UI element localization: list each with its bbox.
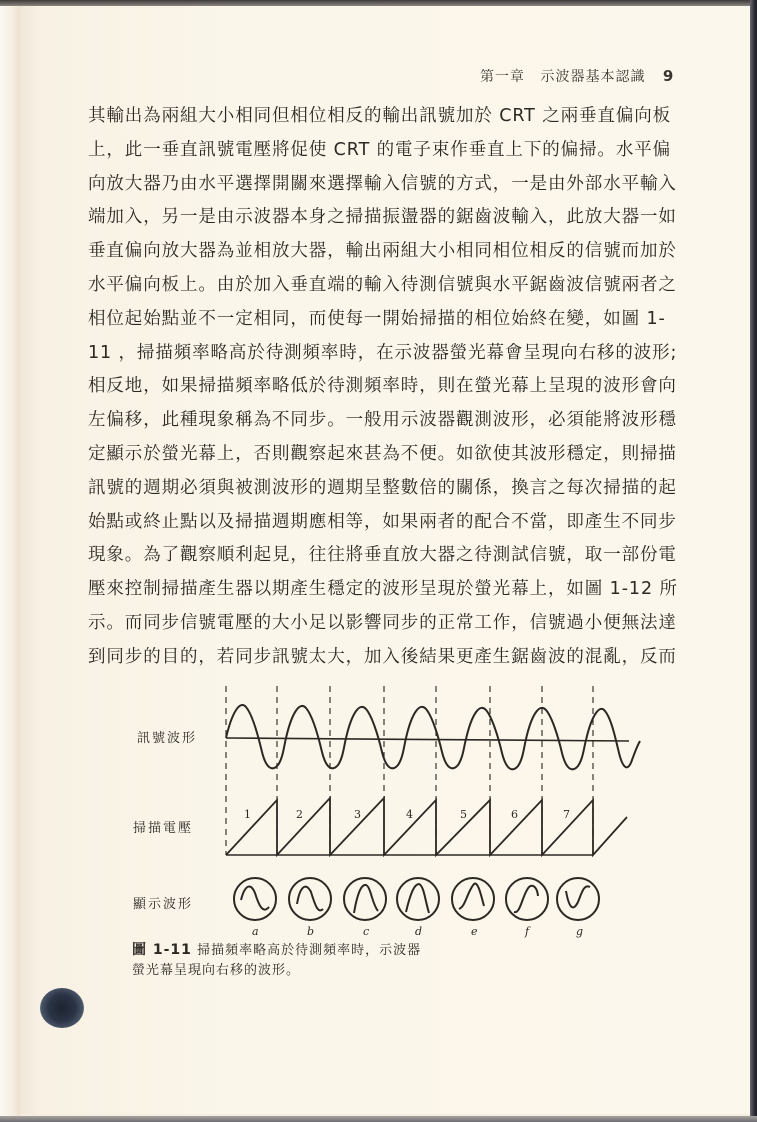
display-letter: c — [363, 925, 370, 938]
figure-caption — [132, 940, 421, 981]
text-line: 示。而同步信號電壓的大小足以影響同步的正常工作，信號過小便無法達 — [88, 612, 677, 633]
text-line: 相反地，如果掃描頻率略低於待測頻率時，則在螢光幕上呈現的波形會向 — [88, 376, 677, 397]
text-line: 現象。為了觀察順利起見，往往將垂直放大器之待測試信號，取一部份電 — [88, 545, 677, 566]
display-scopes — [234, 878, 599, 920]
display-letter: b — [307, 925, 315, 938]
text-line: 壓來控制掃描產生器以期產生穩定的波形呈現於螢光幕上，如圖 1-12 所 — [88, 579, 678, 600]
text-line: 水平偏向板上。由於加入垂直端的輸入待測信號與水平鋸齒波信號兩者之 — [88, 274, 677, 295]
sweep-number: 6 — [511, 808, 518, 821]
text-line: 到同步的目的，若同步訊號太大，加入後結果更產生鋸齒波的混亂，反而 — [88, 646, 677, 667]
text-line: 端加入，另一是由示波器本身之掃描振盪器的鋸齒波輸入，此放大器一如 — [88, 207, 677, 228]
display-letter: e — [471, 925, 478, 938]
dashed-sync-lines — [226, 686, 593, 855]
text-line: 相位起始點並不一定相同，而使每一開始掃描的相位始終在變，如圖 1- — [88, 308, 666, 329]
text-line: 訊號的週期必須與被測波形的週期呈整數倍的關係，換言之每次掃描的起 — [88, 477, 677, 498]
display-waveform-label: 顯示波形 — [133, 897, 194, 912]
sweep-number: 7 — [563, 808, 570, 821]
signal-sine-wave — [226, 705, 640, 769]
text-line: 11 ，掃描頻率略高於待測頻率時，在示波器螢光幕會呈現向右移的波形; — [88, 342, 678, 363]
sweep-number: 1 — [244, 808, 251, 821]
display-letters — [252, 925, 583, 938]
text-line: 其輸出為兩組大小相同但相位相反的輸出訊號加於 CRT 之兩垂直偏向板 — [88, 106, 672, 126]
page-number: 9 — [662, 67, 675, 85]
section-title: 示波器基本認識 — [540, 69, 646, 85]
figure-number: 圖 1-11 — [132, 942, 192, 958]
text-line: 上，此一垂直訊號電壓將促使 CRT 的電子束作垂直上下的偏掃。水平偏 — [88, 139, 672, 160]
text-line: 左偏移，此種現象稱為不同步。一般用示波器觀測波形，必須能將波形穩 — [88, 410, 677, 431]
chapter-label: 第一章 — [480, 69, 525, 85]
text-line: 定顯示於螢光幕上，否則觀察起來甚為不便。如欲使其波形穩定，則掃描 — [88, 443, 677, 464]
text-line: 向放大器乃由水平選擇開關來選擇輸入信號的方式，一是由外部水平輸入 — [88, 173, 677, 194]
sweep-number: 2 — [296, 808, 303, 821]
caption-line-1: 掃描頻率略高於待測頻率時，示波器 — [197, 943, 422, 958]
binding-punch-hole — [40, 988, 84, 1028]
sweep-number: 5 — [460, 808, 467, 821]
text-line: 垂直偏向放大器為並相放大器，輸出兩組大小相同相位相反的信號而加於 — [88, 241, 677, 262]
display-letter: f — [525, 925, 530, 938]
caption-line-2: 螢光幕呈現向右移的波形。 — [132, 963, 301, 978]
signal-waveform-label: 訊號波形 — [137, 731, 198, 746]
display-letter: g — [576, 925, 584, 938]
sweep-sawtooth-wave — [226, 798, 627, 855]
sweep-voltage-label: 掃描電壓 — [133, 821, 194, 836]
sweep-numbers — [244, 808, 570, 821]
sweep-number: 4 — [406, 808, 413, 821]
text-line: 始點或終止點以及掃描週期應相等，如果兩者的配合不當，即產生不同步 — [88, 511, 677, 532]
display-letter: d — [415, 925, 423, 938]
display-letter: a — [252, 925, 259, 938]
sweep-number: 3 — [354, 808, 361, 821]
